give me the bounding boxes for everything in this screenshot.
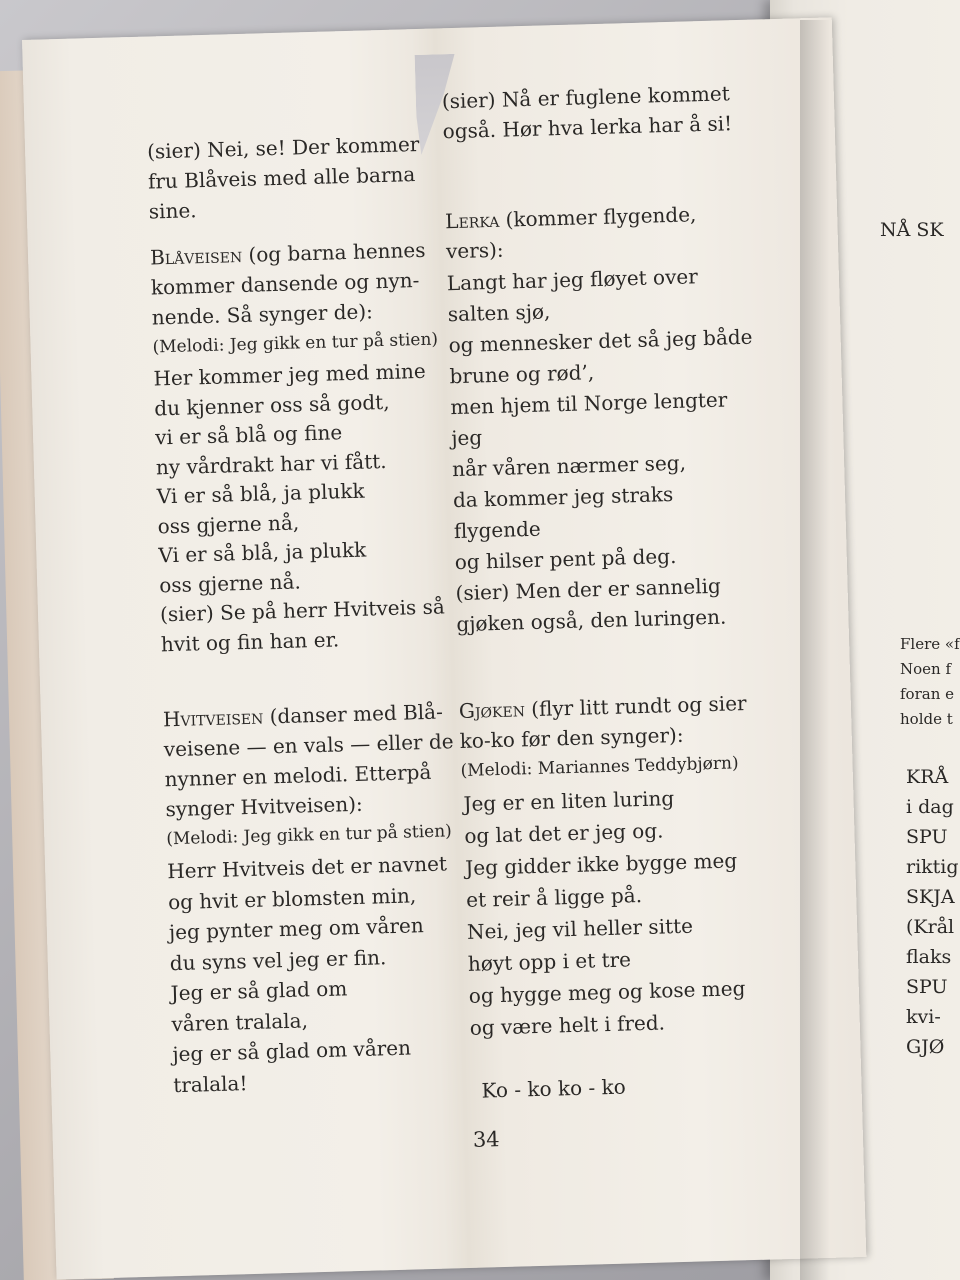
next-page-small-text: Flere «f Noen f foran e holde t	[900, 635, 960, 728]
melody-note: (Melodi: Mariannes Teddybjørn)	[460, 753, 739, 782]
speaker-lerka: Lerka	[444, 207, 500, 234]
page-number: 34	[472, 1127, 500, 1152]
melody-note: (Melodi: Jeg gikk en tur på stien)	[152, 329, 439, 358]
gutter-shadow	[800, 20, 830, 1280]
lerka-stage-direction: Lerka (kommer flygende, vers):	[444, 202, 697, 264]
hvitveisen-song: Herr Hvitveis det er navnet og hvit er blomsten min, jeg pynter meg om våren du syns vel jeg er fin. Jeg er så glad om våren tralala, jeg er så glad om våren tralala!	[166, 851, 448, 1097]
lerka-song: Langt har jeg fløyet over salten sjø, og mennesker det så jeg både brune og rød’, men hjem til Norge lengter jeg når våren nærmer seg, da kommer jeg straks flygende og hilser pent på deg. (sier) Men der er sannelig gjøken også, den luringen.	[446, 264, 753, 637]
speaker-hvitveisen: Hvitveisen	[162, 704, 264, 732]
left-intro: (sier) Nei, se! Der kommer fru Blåveis med alle barna sine.	[146, 131, 420, 224]
gjoeken-stage-direction: Gjøken (flyr litt rundt og sier ko-ko før den synger): (Melodi: Mariannes Teddybjørn)	[458, 688, 748, 786]
gjoeken-song: Jeg er en liten luring og lat det er jeg og. Jeg gidder ikke bygge meg et reir å ligge på. Nei, jeg vil heller sitte høyt opp i et tre og hygge meg og kose meg og være helt i fred.	[463, 786, 746, 1040]
page-34	[22, 17, 866, 1279]
hvitveisen-stage-direction: Hvitveisen (danser med Blå- veisene — en vals — eller de nynner en melodi. Etterpå synger Hvitveisen): (Melodi: Jeg gikk en tur på stien)	[163, 696, 457, 854]
blaaveisen-song: Her kommer jeg med mine du kjenner oss så godt, vi er så blå og fine ny vårdrakt har vi fått. Vi er så blå, ja plukk oss gjerne nå, Vi er så blå, ja plukk oss gjerne nå. (sier) Se på herr Hvitveis så hvit og fin han er.	[153, 358, 446, 656]
right-intro: (sier) Nå er fuglene kommet også. Hør hva lerka har å si!	[441, 81, 733, 144]
blaaveisen-stage-direction: Blåveisen (og barna hennes kommer dansende og nyn- nende. Så synger de): (Melodi: Jeg gikk en tur på stien)	[150, 235, 439, 363]
speaker-blaaveisen: Blåveisen	[149, 242, 243, 270]
speaker-gjoeken: Gjøken	[458, 697, 526, 724]
next-page-dialogue: KRÅ i dag SPU riktig SKJA (Krål flaks SPU kvi- GJØ	[906, 766, 959, 1058]
gjoeken-ending: Ko - ko ko - ko	[481, 1074, 627, 1103]
melody-note: (Melodi: Jeg gikk en tur på stien)	[166, 821, 453, 850]
next-page-heading: NÅ SK	[880, 219, 944, 241]
